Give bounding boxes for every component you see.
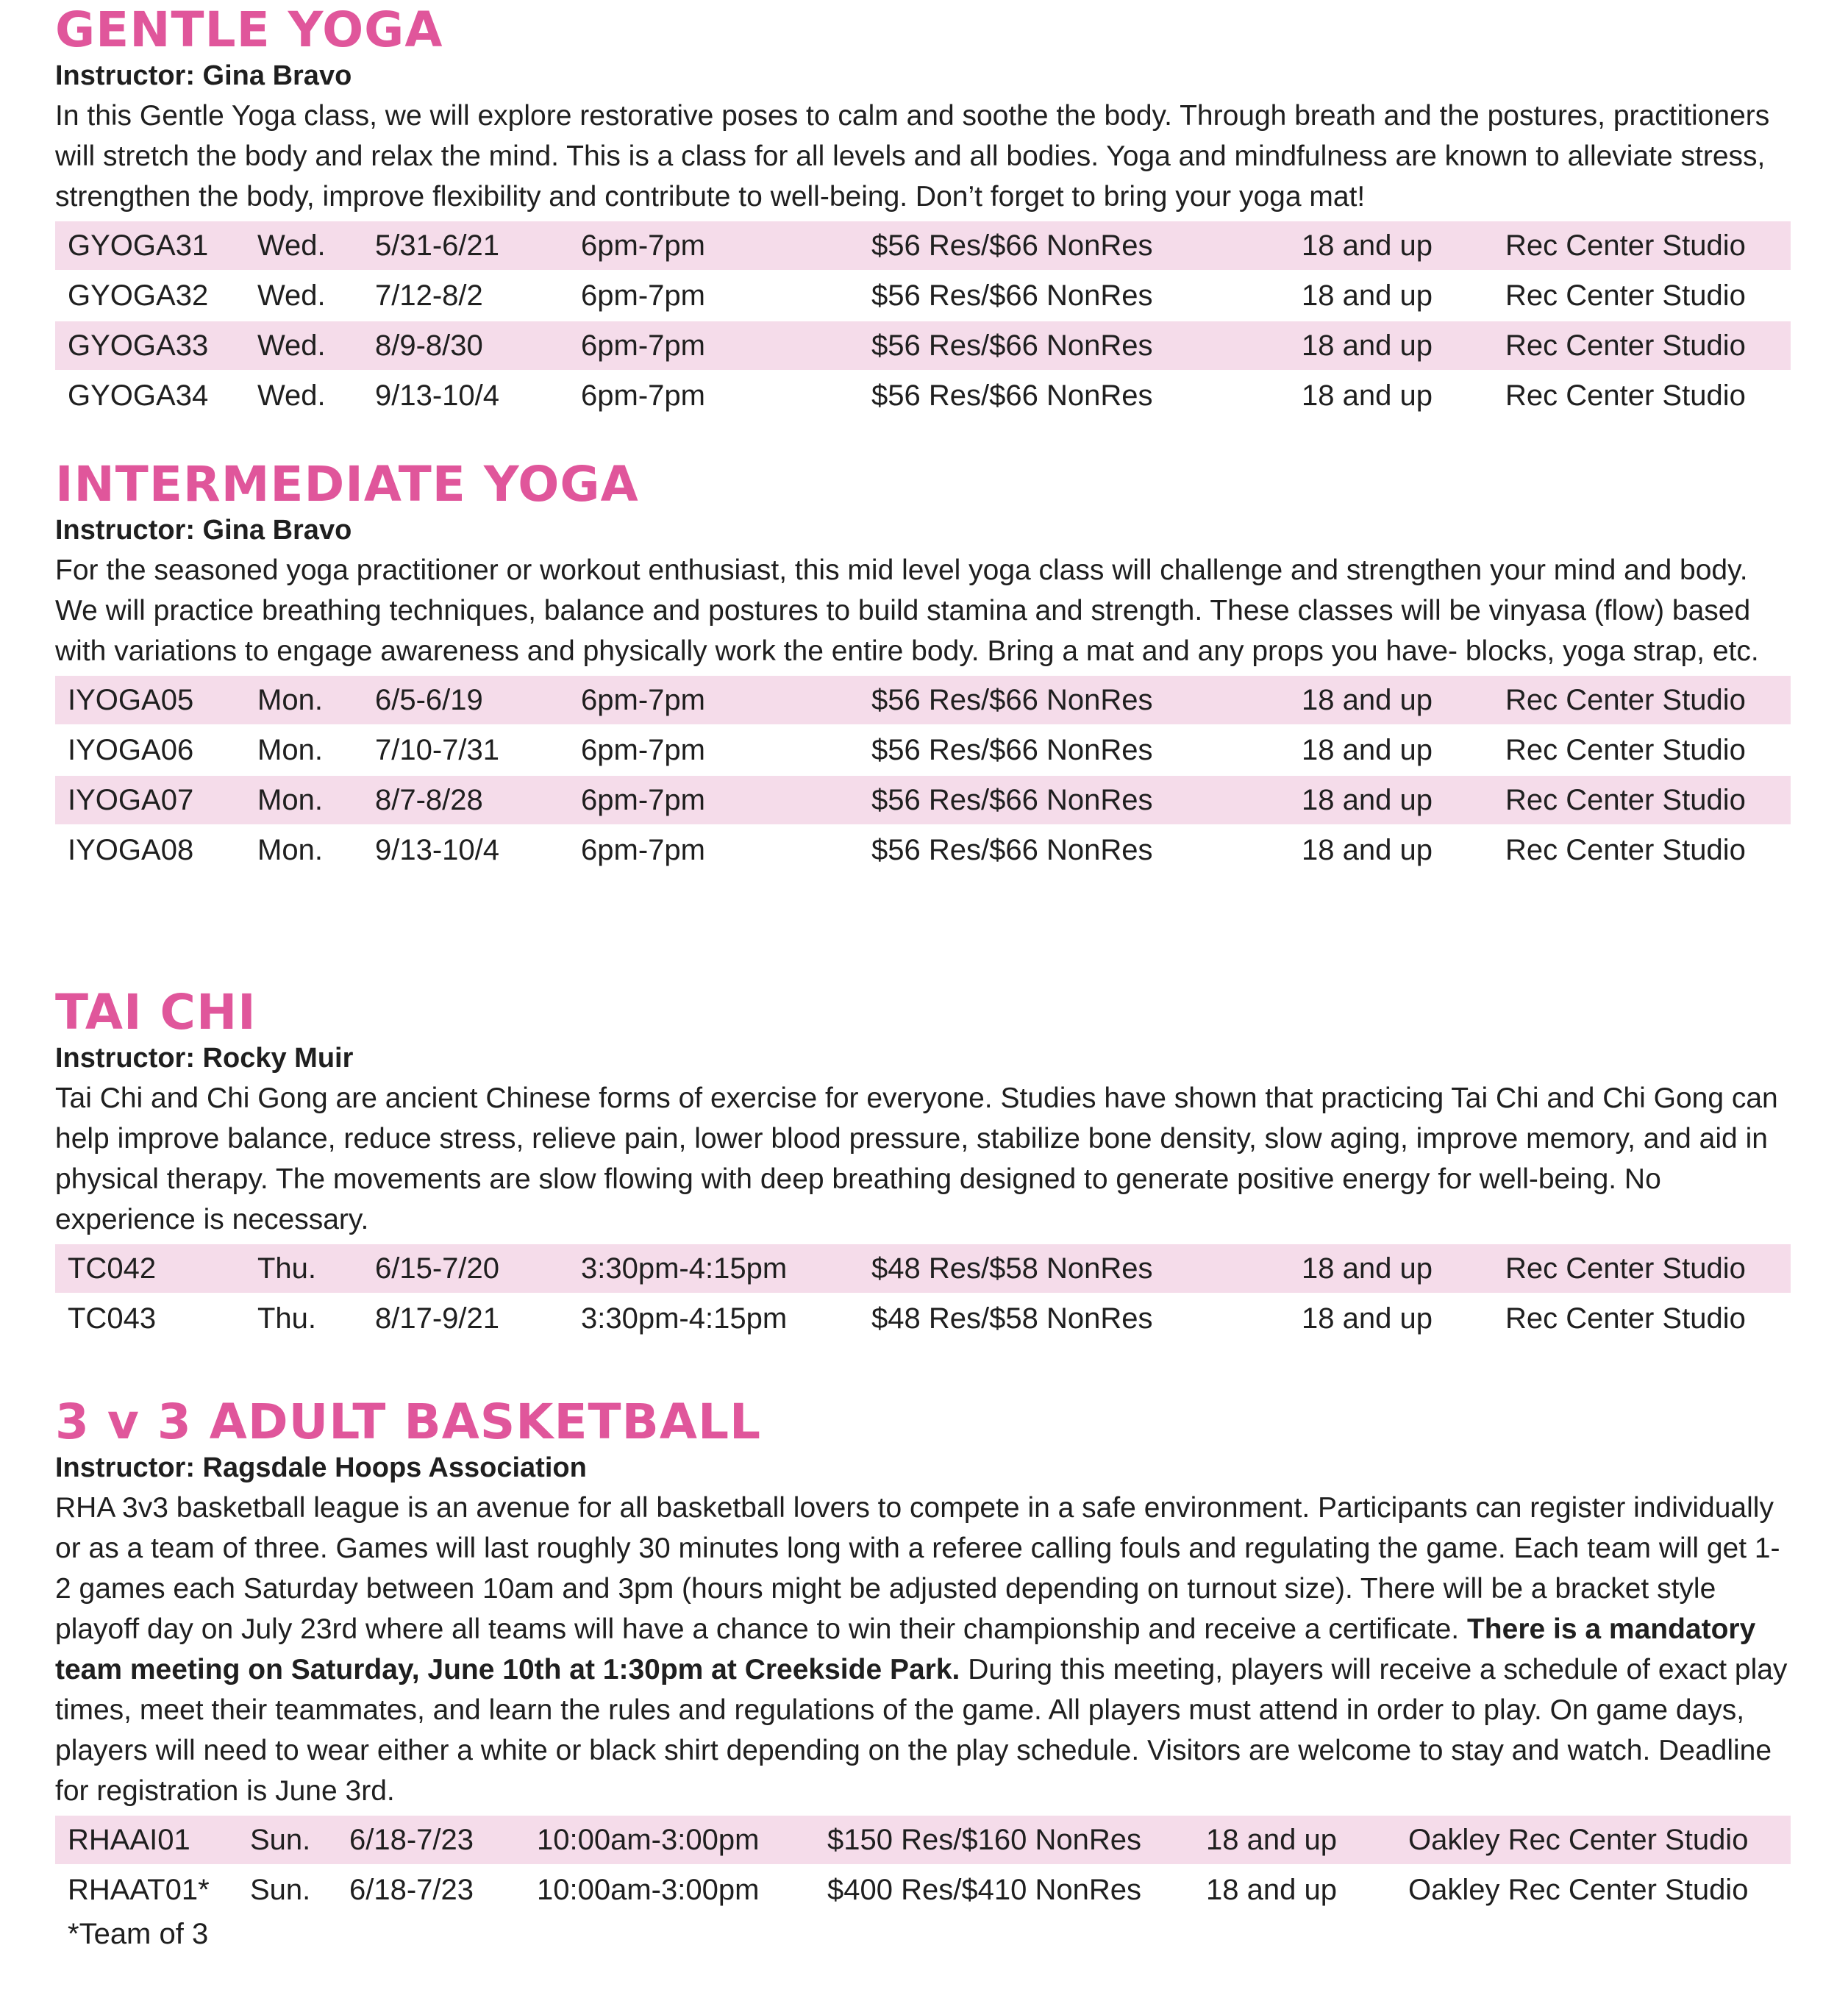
class-fee: $56 Res/$66 NonRes bbox=[871, 784, 1153, 816]
mandatory-meeting-notice: There is a mandatory team meeting on Saturday, June 10th at 1:30pm at Creekside Park. bbox=[55, 1613, 1756, 1685]
table-row bbox=[55, 1294, 1791, 1343]
class-table bbox=[55, 221, 1791, 420]
section-title: INTERMEDIATE YOGA bbox=[55, 456, 639, 513]
class-age: 18 and up bbox=[1302, 1252, 1433, 1285]
class-fee: $56 Res/$66 NonRes bbox=[871, 379, 1153, 412]
class-dates: 5/31-6/21 bbox=[375, 229, 500, 262]
class-time: 6pm-7pm bbox=[581, 834, 705, 866]
class-day: Thu. bbox=[257, 1252, 317, 1285]
class-dates: 8/9-8/30 bbox=[375, 329, 483, 362]
table-row bbox=[55, 1244, 1791, 1293]
class-fee: $56 Res/$66 NonRes bbox=[871, 229, 1153, 262]
class-fee: $48 Res/$58 NonRes bbox=[871, 1302, 1153, 1335]
instructor: Instructor: Rocky Muir bbox=[55, 1043, 354, 1074]
instructor: Instructor: Ragsdale Hoops Association bbox=[55, 1452, 587, 1483]
class-fee: $56 Res/$66 NonRes bbox=[871, 834, 1153, 866]
description: For the seasoned yoga practitioner or workout enthusiast, this mid level yoga class will challenge and strengthen your mind and body. We will practice breathing techniques, balance and postures to build stamina and strength. These classes will be vinyasa (flow) based with variations to engage awareness and physically work the entire body. Bring a mat and any props you have- blocks, yoga strap, etc. bbox=[55, 554, 1759, 667]
class-day: Mon. bbox=[257, 784, 323, 816]
class-dates: 7/10-7/31 bbox=[375, 734, 500, 766]
class-code: IYOGA07 bbox=[68, 784, 194, 816]
class-code: RHAAI01 bbox=[68, 1824, 190, 1856]
class-time: 10:00am-3:00pm bbox=[537, 1824, 760, 1856]
class-age: 18 and up bbox=[1302, 784, 1433, 816]
class-time: 6pm-7pm bbox=[581, 684, 705, 716]
table-row bbox=[55, 726, 1791, 774]
class-fee: $56 Res/$66 NonRes bbox=[871, 279, 1153, 312]
class-time: 3:30pm-4:15pm bbox=[581, 1252, 788, 1285]
class-time: 6pm-7pm bbox=[581, 279, 705, 312]
class-location: Rec Center Studio bbox=[1505, 784, 1746, 816]
table-row bbox=[55, 776, 1791, 824]
class-day: Mon. bbox=[257, 734, 323, 766]
class-code: TC043 bbox=[68, 1302, 157, 1335]
class-age: 18 and up bbox=[1302, 379, 1433, 412]
class-table bbox=[55, 676, 1791, 874]
section-tai-chi bbox=[55, 984, 1791, 1344]
class-location: Rec Center Studio bbox=[1505, 684, 1746, 716]
class-dates: 7/12-8/2 bbox=[375, 279, 483, 312]
class-age: 18 and up bbox=[1302, 279, 1433, 312]
class-code: RHAAT01* bbox=[68, 1874, 210, 1906]
class-dates: 8/17-9/21 bbox=[375, 1302, 500, 1335]
class-location: Rec Center Studio bbox=[1505, 734, 1746, 766]
description bbox=[55, 1488, 1791, 1811]
class-location: Oakley Rec Center Studio bbox=[1408, 1824, 1749, 1856]
class-code: GYOGA33 bbox=[68, 329, 209, 362]
class-age: 18 and up bbox=[1302, 229, 1433, 262]
class-time: 6pm-7pm bbox=[581, 734, 705, 766]
section-title: GENTLE YOGA bbox=[55, 1, 443, 58]
class-fee: $56 Res/$66 NonRes bbox=[871, 329, 1153, 362]
section-title: TAI CHI bbox=[55, 984, 257, 1041]
class-code: IYOGA08 bbox=[68, 834, 194, 866]
class-day: Wed. bbox=[257, 279, 326, 312]
class-day: Mon. bbox=[257, 834, 323, 866]
table-row bbox=[55, 1866, 1791, 1914]
class-day: Sun. bbox=[250, 1824, 311, 1856]
class-table bbox=[55, 1816, 1791, 1952]
class-age: 18 and up bbox=[1302, 1302, 1433, 1335]
class-time: 10:00am-3:00pm bbox=[537, 1874, 760, 1906]
description-text: During this meeting, players will receive a schedule of exact play times, meet their teammates, and learn the rules and regulations of the game. All players must attend in order to play. On game days, players will need to wear either a white or black shirt depending on the play schedule. Visitors are welcome to stay and watch. Deadline for registration is June 3rd. bbox=[55, 1654, 1788, 1807]
class-age: 18 and up bbox=[1206, 1824, 1337, 1856]
class-age: 18 and up bbox=[1302, 329, 1433, 362]
class-table bbox=[55, 1244, 1791, 1343]
class-dates: 9/13-10/4 bbox=[375, 834, 500, 866]
class-day: Thu. bbox=[257, 1302, 317, 1335]
class-time: 6pm-7pm bbox=[581, 229, 705, 262]
class-day: Wed. bbox=[257, 329, 326, 362]
class-fee: $400 Res/$410 NonRes bbox=[827, 1874, 1141, 1906]
description-text: RHA 3v3 basketball league is an avenue for all basketball lovers to compete in a safe environment. Participants can register individually or as a team of three. Games will last roughly 30 minutes long with a referee calling fouls and regulating the game. Each team will get 1-2 games each Saturday between 10am and 3pm (hours might be adjusted depending on turnout size). There will be a bracket style playoff day on July 23rd where all teams will have a chance to win their championship and receive a certificate. bbox=[55, 1492, 1780, 1645]
class-age: 18 and up bbox=[1302, 734, 1433, 766]
class-age: 18 and up bbox=[1206, 1874, 1337, 1906]
class-location: Rec Center Studio bbox=[1505, 329, 1746, 362]
description: Tai Chi and Chi Gong are ancient Chinese forms of exercise for everyone. Studies have shown that practicing Tai Chi and Chi Gong can help improve balance, reduce stress, relieve pain, lower blood pressure, stabilize bone density, slow aging, improve memory, and aid in physical therapy. The movements are slow flowing with deep breathing designed to generate positive energy for well-being. No experience is necessary. bbox=[55, 1082, 1778, 1235]
instructor: Instructor: Gina Bravo bbox=[55, 515, 352, 546]
class-age: 18 and up bbox=[1302, 834, 1433, 866]
class-fee: $56 Res/$66 NonRes bbox=[871, 684, 1153, 716]
class-code: IYOGA06 bbox=[68, 734, 194, 766]
table-row bbox=[55, 321, 1791, 370]
class-location: Rec Center Studio bbox=[1505, 229, 1746, 262]
class-location: Rec Center Studio bbox=[1505, 379, 1746, 412]
class-day: Mon. bbox=[257, 684, 323, 716]
class-age: 18 and up bbox=[1302, 684, 1433, 716]
description: In this Gentle Yoga class, we will explore restorative poses to calm and soothe the body. Through breath and the postures, practitioners will stretch the body and relax the mind. This is a class for all levels and all bodies. Yoga and mindfulness are known to alleviate stress, strengthen the body, improve flexibility and contribute to well-being. Don’t forget to bring your yoga mat! bbox=[55, 100, 1770, 213]
class-code: IYOGA05 bbox=[68, 684, 194, 716]
class-time: 3:30pm-4:15pm bbox=[581, 1302, 788, 1335]
class-fee: $56 Res/$66 NonRes bbox=[871, 734, 1153, 766]
class-code: GYOGA31 bbox=[68, 229, 209, 262]
class-location: Rec Center Studio bbox=[1505, 279, 1746, 312]
class-code: GYOGA34 bbox=[68, 379, 209, 412]
class-time: 6pm-7pm bbox=[581, 329, 705, 362]
class-dates: 6/18-7/23 bbox=[349, 1824, 474, 1856]
table-row bbox=[55, 271, 1791, 320]
class-day: Sun. bbox=[250, 1874, 311, 1906]
table-row bbox=[55, 676, 1791, 724]
class-code: TC042 bbox=[68, 1252, 157, 1285]
class-dates: 9/13-10/4 bbox=[375, 379, 500, 412]
class-location: Oakley Rec Center Studio bbox=[1408, 1874, 1749, 1906]
class-time: 6pm-7pm bbox=[581, 379, 705, 412]
table-row bbox=[55, 826, 1791, 874]
class-dates: 6/18-7/23 bbox=[349, 1874, 474, 1906]
class-time: 6pm-7pm bbox=[581, 784, 705, 816]
class-location: Rec Center Studio bbox=[1505, 834, 1746, 866]
table-row bbox=[55, 371, 1791, 420]
section-gentle-yoga bbox=[55, 1, 1791, 421]
section-title: 3 v 3 ADULT BASKETBALL bbox=[55, 1394, 762, 1450]
class-fee: $150 Res/$160 NonRes bbox=[827, 1824, 1141, 1856]
class-code: GYOGA32 bbox=[68, 279, 209, 312]
instructor: Instructor: Gina Bravo bbox=[55, 60, 352, 91]
class-fee: $48 Res/$58 NonRes bbox=[871, 1252, 1153, 1285]
class-dates: 8/7-8/28 bbox=[375, 784, 483, 816]
class-dates: 6/15-7/20 bbox=[375, 1252, 500, 1285]
team-note: *Team of 3 bbox=[68, 1918, 209, 1950]
section-adult-basketball bbox=[55, 1394, 1791, 1952]
class-dates: 6/5-6/19 bbox=[375, 684, 483, 716]
table-row bbox=[55, 221, 1791, 270]
class-location: Rec Center Studio bbox=[1505, 1252, 1746, 1285]
class-day: Wed. bbox=[257, 379, 326, 412]
class-day: Wed. bbox=[257, 229, 326, 262]
section-intermediate-yoga bbox=[55, 456, 1791, 876]
class-location: Rec Center Studio bbox=[1505, 1302, 1746, 1335]
table-row bbox=[55, 1816, 1791, 1864]
